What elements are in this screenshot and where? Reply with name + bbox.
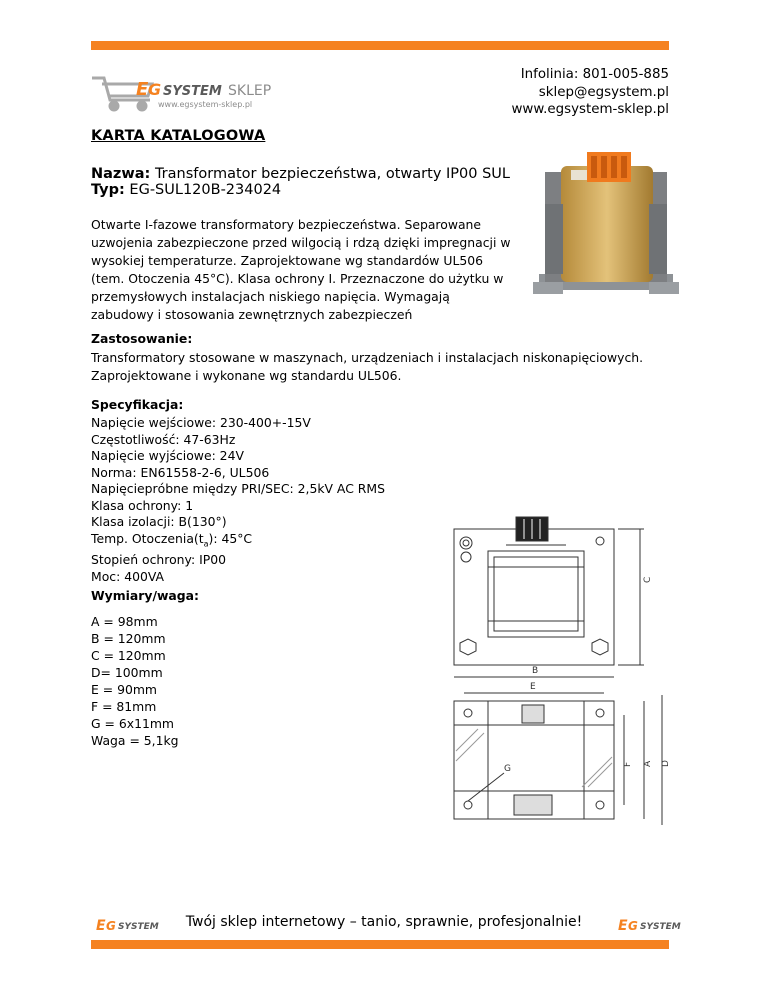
svg-text:E: E (96, 918, 106, 933)
email-link[interactable]: sklep@egsystem.pl (538, 84, 669, 100)
product-type-line (91, 182, 281, 198)
spec-ip-rating: Stopień ochrony: IP00 (91, 552, 226, 568)
spec-list (91, 415, 385, 585)
hotline: Infolinia: 801-005-885 (520, 67, 669, 82)
footer-logo-right (618, 915, 688, 933)
contact-block (511, 66, 669, 119)
svg-text:A: A (643, 760, 653, 767)
dim-c: C = 120mm (91, 648, 166, 663)
spec-ambient-temp: Temp. $Otoczenia(t_a)$: 45°C (91, 530, 253, 548)
dim-g: G = 6x11mm (91, 716, 174, 731)
svg-text:B: B (532, 666, 539, 676)
dimensions-title: Wymiary/waga: (91, 588, 199, 603)
usage-line: Zaprojektowane i wykonane wg standardu UL506. (91, 368, 402, 383)
dim-a: A = 98mm (91, 614, 158, 629)
transformer-photo (531, 144, 681, 304)
svg-text:E: E (530, 682, 536, 692)
usage-line: Transformatory stosowane w maszynach, urządzeniach i instalacjach niskonapięciowych. (91, 350, 644, 365)
svg-text:G: G (628, 919, 638, 933)
spec-insulation-class: Klasa izolacji: B(130°) (91, 514, 227, 529)
product-name: Transformator bezpieczeństwa, otwarty IP00 SUL (154, 166, 510, 182)
dimensions-list (91, 613, 179, 749)
top-accent-bar (91, 41, 669, 50)
svg-text:SYSTEM: SYSTEM (640, 922, 681, 932)
spec-protection-class: Klasa ochrony: 1 (91, 497, 194, 513)
egsystem-sklep-logo (90, 72, 280, 112)
svg-text:E: E (136, 79, 149, 100)
type-label: Typ: (91, 182, 125, 198)
spec-title: Specyfikacja: (91, 397, 184, 412)
side-view-drawing (448, 665, 678, 835)
svg-text:G: G (148, 80, 162, 99)
front-view-drawing (448, 515, 678, 675)
dim-d: D= 100mm (91, 665, 163, 680)
svg-text:SKLEP: SKLEP (228, 83, 272, 99)
svg-text:G: G (106, 919, 116, 933)
usage-text (91, 349, 681, 385)
dim-b: B = 120mm (91, 631, 166, 646)
svg-text:D: D (661, 760, 671, 767)
svg-text:SYSTEM: SYSTEM (163, 84, 222, 99)
spec-test-voltage: Napięcieprόbne między PRI/SEC: 2,5kV AC RMS (91, 481, 385, 496)
product-type: EG-SUL120B-234024 (129, 182, 282, 198)
dim-weight: Waga = 5,1kg (91, 733, 179, 748)
website-link[interactable]: www.egsystem-sklep.pl (511, 102, 669, 117)
spec-power: Moc: 400VA (91, 568, 165, 584)
svg-text:E: E (618, 918, 628, 933)
svg-text:SYSTEM: SYSTEM (118, 922, 159, 932)
name-label: Nazwa: (91, 166, 151, 182)
svg-text:G: G (504, 764, 511, 774)
product-name-line (91, 166, 510, 182)
svg-text:www.egsystem-sklep.pl: www.egsystem-sklep.pl (158, 100, 253, 109)
bottom-accent-bar (91, 940, 669, 949)
spec-output-voltage: Napięcie wyjściowe: 24V (91, 448, 244, 463)
spec-input-voltage: Napięcie wejściowe: 230-400+-15V (91, 415, 311, 430)
dim-e: E = 90mm (91, 682, 157, 697)
spec-standard: Norma: EN61558-2-6, UL506 (91, 464, 270, 480)
spec-frequency: Częstotliwość: 47-63Hz (91, 431, 236, 447)
svg-text:F: F (623, 761, 633, 767)
document-title: KARTA KATALOGOWA (91, 128, 266, 144)
product-description: Otwarte I-fazowe transformatory bezpieczeństwa. Separowane uzwojenia zabezpieczone przed wilgocią i rdzą dzięki impregnacji w wysokiej temperaturze. Zaprojektowane wg standardów UL506 (tem. Otoczenia 45°C). Klasa ochrony I. Przeznaczone do użytku w przemysłowych instalacjach niskiego napięcia. Wymagają zabudowy i stosowania zewnętrznych zabezpieczeń (91, 217, 511, 322)
svg-text:C: C (643, 576, 653, 583)
dim-f: F = 81mm (91, 699, 157, 714)
usage-title: Zastosowanie: (91, 331, 193, 346)
footer-slogan: Twój sklep internetowy – tanio, sprawnie, profesjonalnie! (185, 914, 583, 930)
